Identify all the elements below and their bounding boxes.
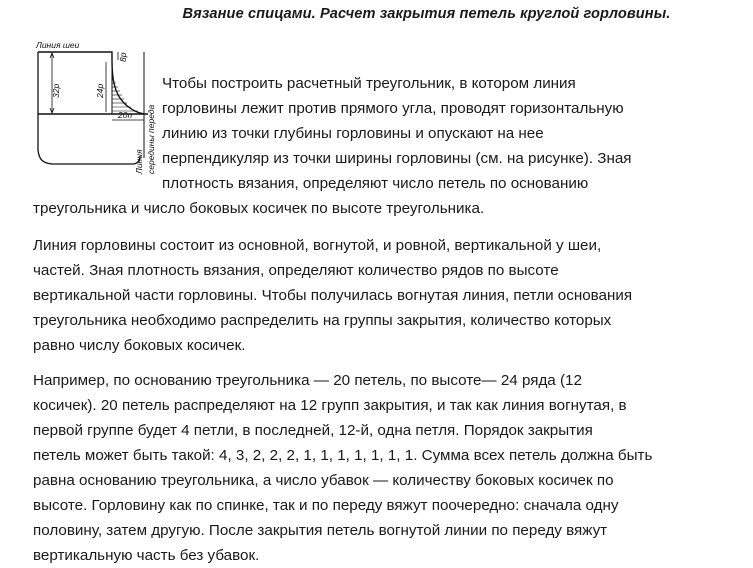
paragraph-1 <box>33 71 733 221</box>
paragraph-line: треугольника необходимо распределить на группы закрытия, количество которых <box>33 312 612 329</box>
paragraph-2 <box>33 233 733 358</box>
paragraph-line: плотность вязания, определяют число петель по основанию <box>162 175 589 192</box>
label-8r: 8р <box>118 52 128 62</box>
paragraph-line: Линия горловины состоит из основной, вогнутой, и ровной, вертикальной у шеи, <box>33 237 602 254</box>
neck-line-label: Линия шеи <box>36 40 80 50</box>
paragraph-line: косичек). 20 петель распределяют на 12 групп закрытия, и так как линия вогнутая, в <box>33 397 627 414</box>
paragraph-line: равна основанию треугольника, а число убавок — количеству боковых косичек по <box>33 472 614 489</box>
paragraph-line: Например, по основанию треугольника — 20 петель, по высоте— 24 ряда (12 <box>33 372 582 389</box>
label-32r: 32р <box>51 83 61 98</box>
paragraph-line: вертикальную часть без убавок. <box>33 547 260 564</box>
paragraph-line: петель может быть такой: 4, 3, 2, 2, 2, 1, 1, 1, 1, 1, 1, 1. Сумма всех петель должна быть <box>33 447 653 464</box>
paragraph-line: перпендикуляр из точки ширины горловины (см. на рисунке). Зная <box>162 150 632 167</box>
paragraph-line: половину, затем другую. После закрытия петель вогнутой линии по переду вяжут <box>33 522 608 539</box>
paragraph-line: Чтобы построить расчетный треугольник, в котором линия <box>162 75 576 92</box>
paragraph-line: горловины лежит против прямого угла, проводят горизонтальную <box>162 100 624 117</box>
center-front-label-1: Линия <box>134 149 144 174</box>
paragraph-line: первой группе будет 4 петли, в последней, 12-й, одна петля. Порядок закрытия <box>33 422 593 439</box>
paragraph-line: треугольника и число боковых косичек по высоте треугольника. <box>33 200 485 217</box>
paragraph-3 <box>33 368 733 568</box>
paragraph-line: линию из точки глубины горловины и опускают на нее <box>162 125 544 142</box>
paragraph-line: равно числу боковых косичек. <box>33 337 246 354</box>
paragraph-line: вертикальной части горловины. Чтобы получилась вогнутая линия, петли основания <box>33 287 633 304</box>
paragraph-line: частей. Зная плотность вязания, определяют количество рядов по высоте <box>33 262 559 279</box>
paragraph-line: высоте. Горловину как по спинке, так и по переду вяжут поочередно: сначала одну <box>33 497 619 514</box>
label-24r: 24р <box>95 83 105 98</box>
page-title: Вязание спицами. Расчет закрытия петель круглой горловины. <box>182 6 671 22</box>
center-front-label-2: середины переда <box>146 104 156 174</box>
label-20p: 20п <box>118 110 133 120</box>
